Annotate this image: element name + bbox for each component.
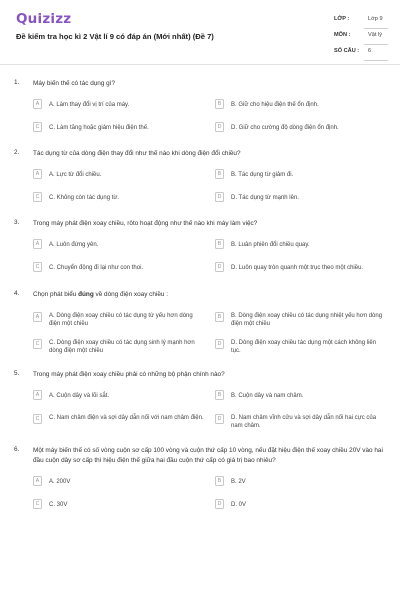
question-text: Tác dụng từ của dòng điện thay đổi như thế nào khi dòng điện đổi chiều? [33,150,241,157]
option-text: A. Lực từ đổi chiều. [49,171,102,178]
option-letter-box[interactable]: A [33,476,42,486]
option-text: C. Không còn tác dụng từ. [49,194,120,201]
option-text: A. Làm thay đổi vị trí của máy. [49,101,130,108]
option-letter-box[interactable]: D [215,339,224,349]
option-text: D. 0V [231,501,247,508]
option-letter-box[interactable]: D [215,499,224,509]
meta-underline [364,60,388,61]
meta-underline [364,44,388,45]
question-number: 2. [14,149,20,156]
option-text: B. Dòng điện xoay chiều có tác dụng nhiệt yếu hơn dòng điện một chiều [231,312,383,328]
meta-row-class [334,14,388,30]
question-number: 5. [14,370,20,377]
question-text: Máy biến thế có tác dụng gì? [33,80,116,87]
option-letter-box[interactable]: D [215,262,224,272]
meta-row-count [334,46,388,62]
option-letter-box[interactable]: B [215,99,224,109]
question-text-emphasis: đúng [78,291,94,298]
option-text: B. Giữ cho hiệu điện thế ổn định. [231,101,319,108]
option-letter-box[interactable]: B [215,312,224,322]
option-letter-box[interactable]: A [33,99,42,109]
option-letter-box[interactable]: C [33,262,42,272]
worksheet-title: Đề kiểm tra học kì 2 Vật lí 9 có đáp án (Mới nhất) (Đề 7) [16,32,214,41]
option-letter-box[interactable]: B [215,169,224,179]
meta-label: LỚP : [334,16,350,22]
question-text [33,290,388,300]
option-letter-box[interactable]: D [215,122,224,132]
meta-value: Vật lý [368,32,382,38]
option-text: D. Luôn quay tròn quanh một trục theo một chiều. [231,264,364,271]
option-text: D. Nam châm vĩnh cửu và sợi dây dẫn nối hai cực của nam châm. [231,414,377,430]
meta-underline [364,28,388,29]
option-letter-box[interactable]: C [33,499,42,509]
meta-value: 6 [368,48,372,54]
option-text: B. 2V [231,478,246,485]
option-letter-box[interactable]: A [33,312,42,322]
option-text: C. Nam châm điện và sợi dây dẫn nối với nam châm điện. [49,414,204,421]
option-letter-box[interactable]: D [215,192,224,202]
option-letter-box[interactable]: B [215,390,224,400]
option-letter-box[interactable]: C [33,414,42,424]
meta-label: SỐ CÂU : [334,48,360,54]
question-text: Trong máy phát điện xoay chiều, rôto hoạt động như thế nào khi máy làm việc? [33,220,258,227]
option-text: A. Cuộn dây và lõi sắt. [49,392,110,399]
worksheet-header [0,0,400,64]
meta-row-subject [334,30,388,46]
question-number: 4. [14,290,20,297]
option-text: B. Cuộn dây và nam châm. [231,392,304,399]
option-letter-box[interactable]: C [33,192,42,202]
option-text: C. 30V [49,501,68,508]
option-text: A. Luôn đứng yên. [49,241,99,248]
option-letter-box[interactable]: C [33,339,42,349]
option-text: D. Giữ cho cường độ dòng điện ổn định. [231,124,339,131]
option-text: B. Tác dụng từ giảm đi. [231,171,294,178]
header-divider [0,64,400,65]
quizizz-logo: Quizizz [16,11,72,27]
option-text: C. Làm tăng hoặc giảm hiệu điện thế. [49,124,149,131]
option-text: C. Dòng điện xoay chiều có tác dụng sinh lý mạnh hơn dòng điện một chiều [49,339,195,355]
meta-label: MÔN : [334,32,351,38]
option-letter-box[interactable]: B [215,476,224,486]
worksheet-meta [334,14,388,62]
option-text: A. 200V [49,478,71,485]
option-letter-box[interactable]: A [33,169,42,179]
option-letter-box[interactable]: B [215,239,224,249]
question-text-end: về dòng điện xoay chiều : [93,291,169,298]
question-text: Một máy biến thế có số vòng cuộn sơ cấp 100 vòng và cuộn thứ cấp 10 vòng, nếu đặt hiệu điện thế xoay chiều 20V vào hai đầu cuộn dây sơ cấp thì hiệu điện thế giữa hai đầu cuộn thứ cấp có giá trị bao nhiêu? [33,447,383,464]
option-text: D. Dòng điện xoay chiều tác dụng một cách không liên tục. [231,339,377,355]
question-number: 1. [14,79,20,86]
meta-value: Lớp 9 [368,16,383,22]
question-number: 3. [14,219,20,226]
option-letter-box[interactable]: C [33,122,42,132]
question-number: 6. [14,446,20,453]
option-letter-box[interactable]: D [215,414,224,424]
option-text: A. Dòng điện xoay chiều có tác dụng từ yếu hơn dòng điện một chiều [49,312,193,328]
option-text: D. Tác dụng từ mạnh lên. [231,194,299,201]
option-letter-box[interactable]: A [33,390,42,400]
option-text: B. Luân phiên đổi chiều quay. [231,241,310,248]
question-text: Trong máy phát điện xoay chiều phải có những bộ phận chính nào? [33,371,225,378]
option-text: C. Chuyển động đi lại như con thoi. [49,264,144,271]
option-letter-box[interactable]: A [33,239,42,249]
question-text-start: Chọn phát biểu [33,291,79,298]
